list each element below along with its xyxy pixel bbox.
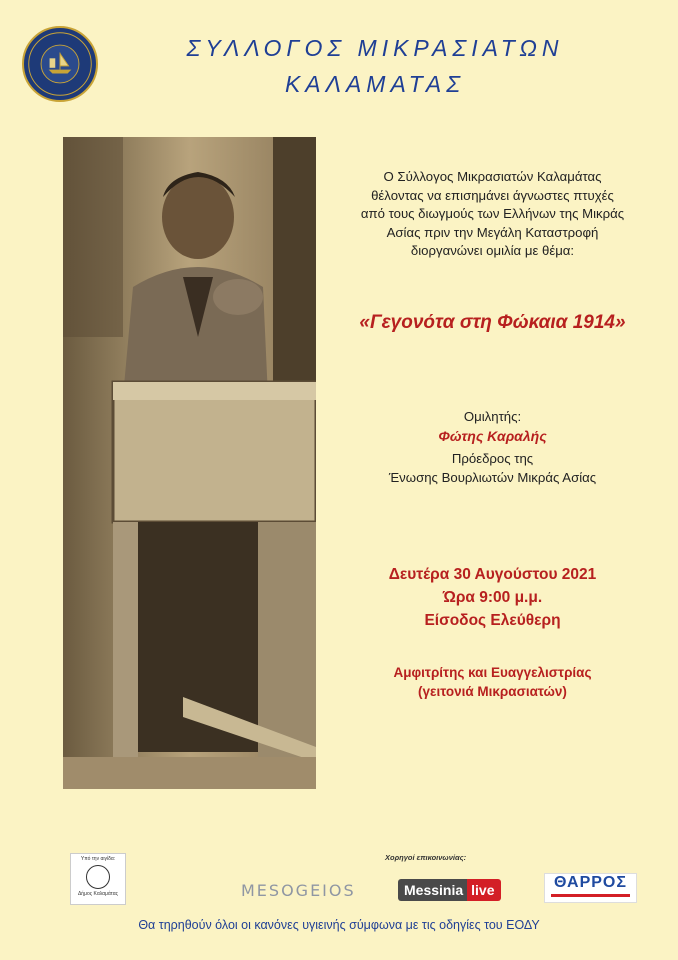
intro-line: από τους διωγμούς των Ελλήνων της Μικράς [360,206,625,221]
title-line-1: ΣΥΛΛΟΓΟΣ ΜΙΚΡΑΣΙΑΤΩΝ [186,35,564,61]
tharros-text: ΘΑΡΡΟΣ [554,874,627,891]
boy-at-desk-image [63,137,316,789]
sponsor-mesogeios-logo: MESOGEIOS [241,881,356,900]
sponsor-tharros-logo [544,873,637,903]
speaker-role-line-2: Ένωσης Βουρλιωτών Μικράς Ασίας [388,469,597,485]
event-date: Δευτέρα 30 Αυγούστου 2021 [388,566,597,583]
speaker-name: Φώτης Καραλής [438,428,547,444]
speaker-label: Ομιλητής: [463,409,522,424]
municipality-top-text: Υπό την αιγίδα: [80,856,116,862]
municipality-logo [70,853,126,905]
sponsors-label: Χορηγοί επικοινωνίας: [385,853,467,862]
health-notice: Θα τηρηθούν όλοι οι κανόνες υγιεινής σύμφωνα με τις οδηγίες του ΕΟΔΥ [138,918,540,932]
association-logo [22,26,98,102]
municipality-name: Δήμος Καλαμάτας [77,891,119,897]
intro-line: Ασίας πριν την Μεγάλη Καταστροφή [386,224,599,240]
municipality-crest-icon [86,865,110,889]
intro-line: θέλοντας να επισημάνει άγνωστες πτυχές [371,187,614,203]
title-line-2: ΚΑΛΑΜΑΤΑΣ [284,71,466,97]
event-location [330,663,655,701]
event-time: Ώρα 9:00 μ.μ. [442,589,543,606]
location-line-2: (γειτονιά Μικρασιατών) [418,684,567,699]
historic-photo [63,137,316,789]
location-line-1: Αμφιτρίτης και Ευαγγελιστρίας [393,665,592,680]
logo-emblem-icon [24,28,96,100]
speaker-role [330,450,655,487]
event-details [330,563,655,632]
intro-text [330,168,655,261]
messinia-text: Messinia [398,879,467,901]
page-title [120,30,630,102]
live-text: live [467,879,500,901]
event-entry: Είσοδος Ελεύθερη [424,612,561,629]
speaker-role-line-1: Πρόεδρος της [451,451,534,466]
sponsor-messinia-live-logo [398,879,520,901]
intro-line: Ο Σύλλογος Μικρασιατών Καλαμάτας [383,169,602,184]
tharros-underline [551,894,630,897]
intro-line: διοργανώνει ομιλία με θέμα: [410,243,575,258]
lecture-topic: «Γεγονότα στη Φώκαια 1914» [359,312,626,333]
